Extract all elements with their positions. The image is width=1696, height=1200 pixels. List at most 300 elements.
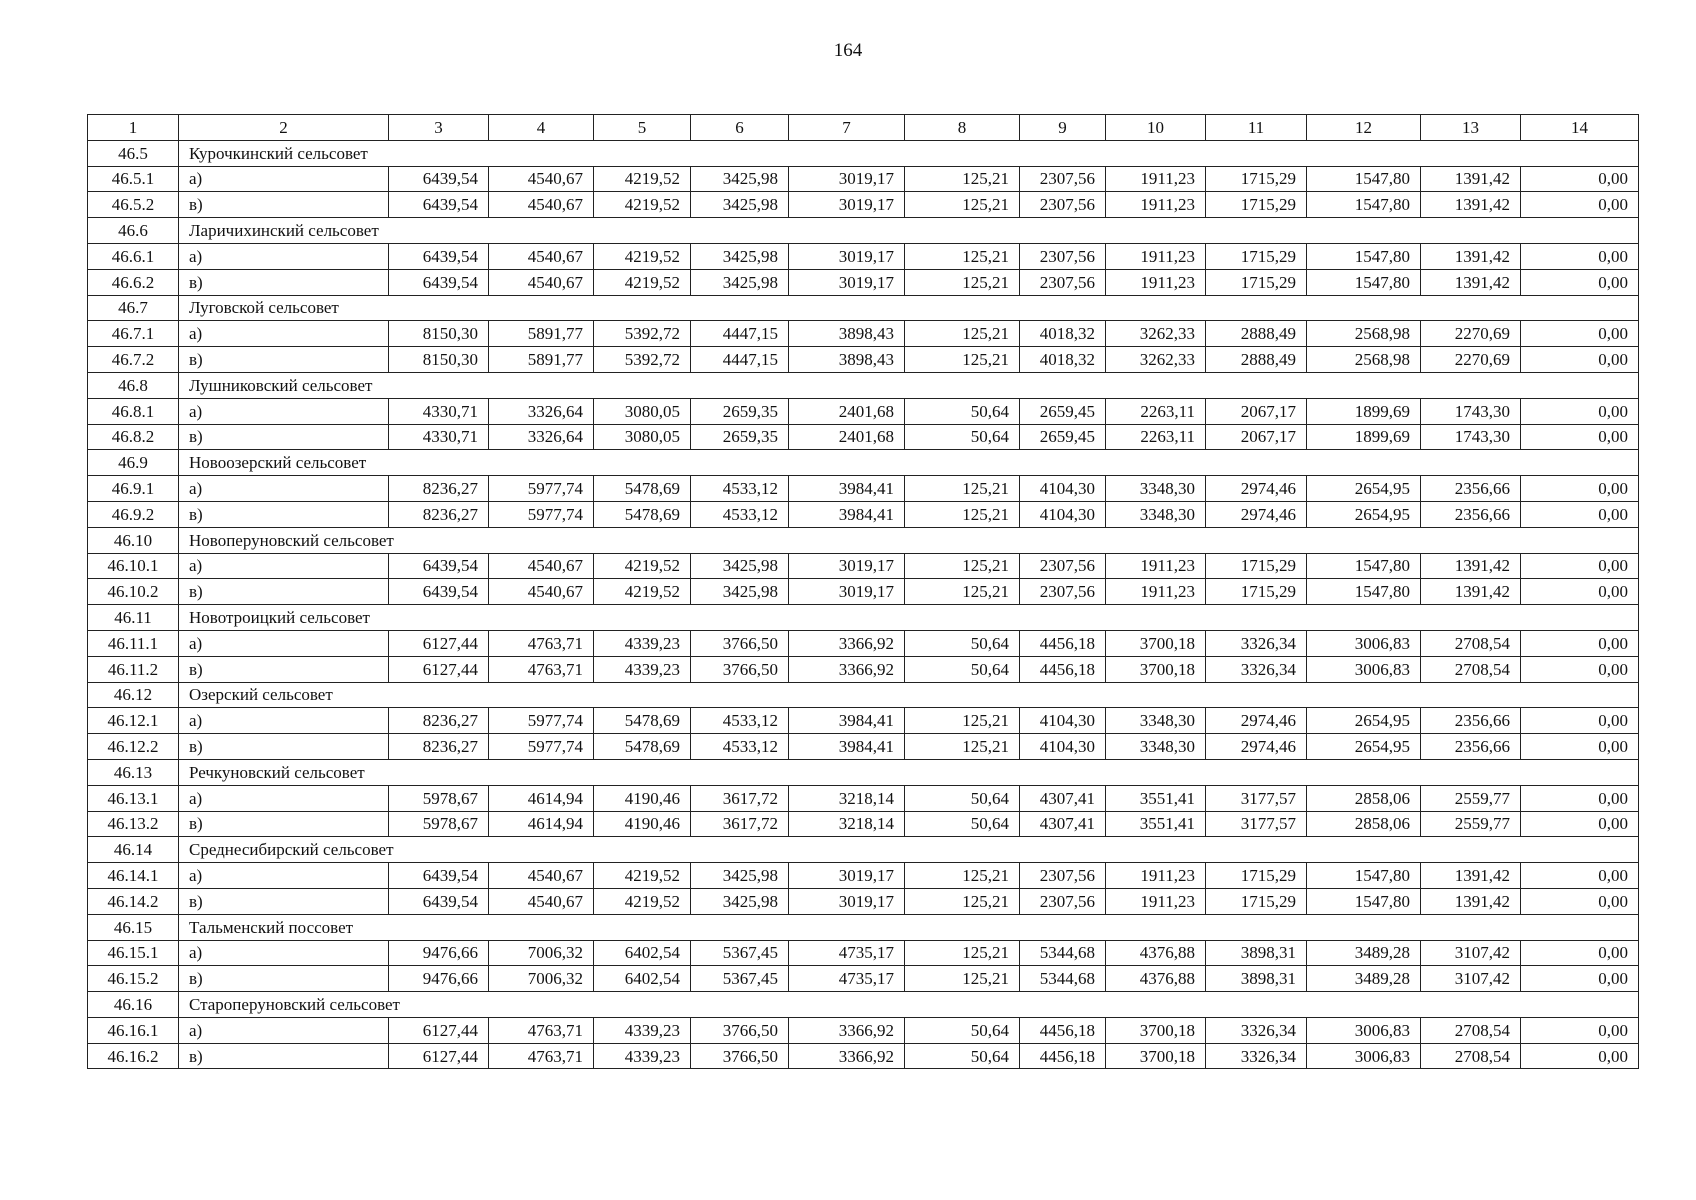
- value-cell: 1547,80: [1307, 888, 1421, 914]
- row-label: а): [179, 785, 389, 811]
- value-cell: 4104,30: [1020, 501, 1106, 527]
- value-cell: 2654,95: [1307, 476, 1421, 502]
- value-cell: 3766,50: [691, 1017, 789, 1043]
- value-cell: 4339,23: [594, 656, 691, 682]
- row-label: а): [179, 863, 389, 889]
- value-cell: 3348,30: [1106, 476, 1206, 502]
- value-cell: 3348,30: [1106, 734, 1206, 760]
- value-cell: 3177,57: [1206, 785, 1307, 811]
- section-name: Речкуновский сельсовет: [179, 759, 1639, 785]
- value-cell: 1391,42: [1421, 243, 1521, 269]
- value-cell: 125,21: [905, 243, 1020, 269]
- value-cell: 7006,32: [489, 940, 594, 966]
- table-row: [88, 243, 1639, 269]
- value-cell: 2654,95: [1307, 501, 1421, 527]
- value-cell: 3425,98: [691, 243, 789, 269]
- value-cell: 7006,32: [489, 966, 594, 992]
- value-cell: 2559,77: [1421, 785, 1521, 811]
- value-cell: 4219,52: [594, 166, 691, 192]
- section-row: [88, 759, 1639, 785]
- value-cell: 4540,67: [489, 579, 594, 605]
- value-cell: 5367,45: [691, 966, 789, 992]
- value-cell: 2974,46: [1206, 476, 1307, 502]
- table-row: [88, 888, 1639, 914]
- value-cell: 4533,12: [691, 708, 789, 734]
- value-cell: 1715,29: [1206, 192, 1307, 218]
- value-cell: 1715,29: [1206, 243, 1307, 269]
- value-cell: 5977,74: [489, 708, 594, 734]
- row-label: а): [179, 708, 389, 734]
- row-label: а): [179, 630, 389, 656]
- value-cell: 4376,88: [1106, 940, 1206, 966]
- value-cell: 3006,83: [1307, 1043, 1421, 1069]
- value-cell: 5392,72: [594, 347, 691, 373]
- value-cell: 1715,29: [1206, 888, 1307, 914]
- value-cell: 3700,18: [1106, 630, 1206, 656]
- value-cell: 6439,54: [389, 192, 489, 218]
- value-cell: 3326,64: [489, 424, 594, 450]
- value-cell: 1715,29: [1206, 269, 1307, 295]
- value-cell: 0,00: [1521, 398, 1639, 424]
- value-cell: 50,64: [905, 656, 1020, 682]
- value-cell: 6439,54: [389, 863, 489, 889]
- value-cell: 8236,27: [389, 734, 489, 760]
- value-cell: 1391,42: [1421, 579, 1521, 605]
- value-cell: 0,00: [1521, 863, 1639, 889]
- value-cell: 2307,56: [1020, 553, 1106, 579]
- value-cell: 3425,98: [691, 888, 789, 914]
- value-cell: 2067,17: [1206, 424, 1307, 450]
- row-code: 46.6.1: [88, 243, 179, 269]
- row-label: а): [179, 321, 389, 347]
- value-cell: 2307,56: [1020, 166, 1106, 192]
- value-cell: 0,00: [1521, 424, 1639, 450]
- value-cell: 5478,69: [594, 476, 691, 502]
- value-cell: 125,21: [905, 579, 1020, 605]
- value-cell: 3425,98: [691, 192, 789, 218]
- value-cell: 1391,42: [1421, 166, 1521, 192]
- row-code: 46.13.1: [88, 785, 179, 811]
- value-cell: 3984,41: [789, 501, 905, 527]
- value-cell: 4763,71: [489, 1017, 594, 1043]
- value-cell: 4540,67: [489, 553, 594, 579]
- row-label: в): [179, 888, 389, 914]
- value-cell: 2307,56: [1020, 243, 1106, 269]
- row-label: в): [179, 1043, 389, 1069]
- row-label: в): [179, 192, 389, 218]
- value-cell: 4190,46: [594, 811, 691, 837]
- value-cell: 1715,29: [1206, 553, 1307, 579]
- value-cell: 4190,46: [594, 785, 691, 811]
- column-header: 10: [1106, 115, 1206, 141]
- table-row: [88, 811, 1639, 837]
- value-cell: 3425,98: [691, 269, 789, 295]
- column-header: 1: [88, 115, 179, 141]
- value-cell: 125,21: [905, 192, 1020, 218]
- section-name: Лушниковский сельсовет: [179, 372, 1639, 398]
- value-cell: 4219,52: [594, 888, 691, 914]
- value-cell: 1715,29: [1206, 863, 1307, 889]
- value-cell: 1391,42: [1421, 863, 1521, 889]
- value-cell: 3019,17: [789, 863, 905, 889]
- value-cell: 3551,41: [1106, 785, 1206, 811]
- value-cell: 3019,17: [789, 269, 905, 295]
- value-cell: 3006,83: [1307, 1017, 1421, 1043]
- value-cell: 4219,52: [594, 269, 691, 295]
- section-name: Новотроицкий сельсовет: [179, 605, 1639, 631]
- value-cell: 3326,34: [1206, 656, 1307, 682]
- value-cell: 3425,98: [691, 166, 789, 192]
- row-code: 46.11.2: [88, 656, 179, 682]
- value-cell: 6127,44: [389, 656, 489, 682]
- section-code: 46.9: [88, 450, 179, 476]
- row-label: в): [179, 501, 389, 527]
- value-cell: 2568,98: [1307, 347, 1421, 373]
- value-cell: 3006,83: [1307, 656, 1421, 682]
- value-cell: 5891,77: [489, 321, 594, 347]
- value-cell: 2888,49: [1206, 347, 1307, 373]
- value-cell: 3348,30: [1106, 501, 1206, 527]
- column-header: 11: [1206, 115, 1307, 141]
- value-cell: 2708,54: [1421, 630, 1521, 656]
- value-cell: 0,00: [1521, 476, 1639, 502]
- value-cell: 5367,45: [691, 940, 789, 966]
- value-cell: 4533,12: [691, 476, 789, 502]
- value-cell: 125,21: [905, 888, 1020, 914]
- value-cell: 5977,74: [489, 501, 594, 527]
- section-row: [88, 140, 1639, 166]
- value-cell: 6439,54: [389, 579, 489, 605]
- value-cell: 4456,18: [1020, 1043, 1106, 1069]
- value-cell: 3766,50: [691, 1043, 789, 1069]
- value-cell: 3700,18: [1106, 1043, 1206, 1069]
- value-cell: 2858,06: [1307, 811, 1421, 837]
- value-cell: 4018,32: [1020, 321, 1106, 347]
- section-code: 46.8: [88, 372, 179, 398]
- value-cell: 4540,67: [489, 192, 594, 218]
- table-row: [88, 192, 1639, 218]
- value-cell: 1547,80: [1307, 553, 1421, 579]
- value-cell: 4330,71: [389, 398, 489, 424]
- section-code: 46.13: [88, 759, 179, 785]
- value-cell: 8150,30: [389, 347, 489, 373]
- value-cell: 0,00: [1521, 966, 1639, 992]
- section-code: 46.5: [88, 140, 179, 166]
- row-code: 46.5.2: [88, 192, 179, 218]
- value-cell: 3107,42: [1421, 966, 1521, 992]
- value-cell: 2654,95: [1307, 734, 1421, 760]
- table-body: [88, 115, 1639, 1069]
- value-cell: 125,21: [905, 863, 1020, 889]
- value-cell: 3489,28: [1307, 940, 1421, 966]
- section-code: 46.12: [88, 682, 179, 708]
- value-cell: 1547,80: [1307, 243, 1421, 269]
- row-label: а): [179, 166, 389, 192]
- value-cell: 4447,15: [691, 321, 789, 347]
- value-cell: 6402,54: [594, 940, 691, 966]
- value-cell: 4540,67: [489, 166, 594, 192]
- value-cell: 2307,56: [1020, 863, 1106, 889]
- value-cell: 3019,17: [789, 553, 905, 579]
- section-row: [88, 218, 1639, 244]
- value-cell: 4533,12: [691, 734, 789, 760]
- value-cell: 4219,52: [594, 863, 691, 889]
- value-cell: 3262,33: [1106, 321, 1206, 347]
- section-row: [88, 992, 1639, 1018]
- row-code: 46.12.1: [88, 708, 179, 734]
- value-cell: 3898,43: [789, 347, 905, 373]
- row-label: в): [179, 811, 389, 837]
- section-name: Ларичихинский сельсовет: [179, 218, 1639, 244]
- value-cell: 2356,66: [1421, 476, 1521, 502]
- column-header: 12: [1307, 115, 1421, 141]
- section-code: 46.10: [88, 527, 179, 553]
- value-cell: 5392,72: [594, 321, 691, 347]
- value-cell: 2401,68: [789, 398, 905, 424]
- section-code: 46.16: [88, 992, 179, 1018]
- table-row: [88, 501, 1639, 527]
- value-cell: 1391,42: [1421, 269, 1521, 295]
- value-cell: 2356,66: [1421, 734, 1521, 760]
- column-header: 9: [1020, 115, 1106, 141]
- value-cell: 2067,17: [1206, 398, 1307, 424]
- value-cell: 0,00: [1521, 888, 1639, 914]
- value-cell: 1911,23: [1106, 553, 1206, 579]
- value-cell: 1547,80: [1307, 192, 1421, 218]
- row-label: а): [179, 243, 389, 269]
- row-code: 46.10.1: [88, 553, 179, 579]
- row-code: 46.11.1: [88, 630, 179, 656]
- section-name: Новоозерский сельсовет: [179, 450, 1639, 476]
- value-cell: 4763,71: [489, 630, 594, 656]
- row-code: 46.15.1: [88, 940, 179, 966]
- row-label: в): [179, 347, 389, 373]
- row-code: 46.14.1: [88, 863, 179, 889]
- value-cell: 5978,67: [389, 811, 489, 837]
- value-cell: 3700,18: [1106, 1017, 1206, 1043]
- value-cell: 0,00: [1521, 785, 1639, 811]
- value-cell: 1911,23: [1106, 243, 1206, 269]
- value-cell: 2356,66: [1421, 501, 1521, 527]
- row-code: 46.15.2: [88, 966, 179, 992]
- value-cell: 3326,64: [489, 398, 594, 424]
- value-cell: 8150,30: [389, 321, 489, 347]
- value-cell: 2307,56: [1020, 579, 1106, 605]
- value-cell: 3080,05: [594, 398, 691, 424]
- value-cell: 2307,56: [1020, 888, 1106, 914]
- column-header: 2: [179, 115, 389, 141]
- value-cell: 2568,98: [1307, 321, 1421, 347]
- value-cell: 1547,80: [1307, 269, 1421, 295]
- value-cell: 4307,41: [1020, 785, 1106, 811]
- table-row: [88, 863, 1639, 889]
- value-cell: 3898,31: [1206, 966, 1307, 992]
- value-cell: 6439,54: [389, 166, 489, 192]
- value-cell: 2659,45: [1020, 398, 1106, 424]
- value-cell: 2659,35: [691, 398, 789, 424]
- value-cell: 4540,67: [489, 888, 594, 914]
- value-cell: 8236,27: [389, 501, 489, 527]
- value-cell: 3489,28: [1307, 966, 1421, 992]
- value-cell: 4763,71: [489, 656, 594, 682]
- table-row: [88, 579, 1639, 605]
- value-cell: 4735,17: [789, 940, 905, 966]
- value-cell: 2659,35: [691, 424, 789, 450]
- value-cell: 0,00: [1521, 579, 1639, 605]
- row-code: 46.8.2: [88, 424, 179, 450]
- table-row: [88, 553, 1639, 579]
- value-cell: 125,21: [905, 708, 1020, 734]
- value-cell: 3218,14: [789, 785, 905, 811]
- tariff-table: [87, 114, 1639, 1069]
- value-cell: 0,00: [1521, 656, 1639, 682]
- section-code: 46.6: [88, 218, 179, 244]
- value-cell: 3218,14: [789, 811, 905, 837]
- value-cell: 1547,80: [1307, 579, 1421, 605]
- value-cell: 4456,18: [1020, 630, 1106, 656]
- table-row: [88, 630, 1639, 656]
- value-cell: 6127,44: [389, 1017, 489, 1043]
- value-cell: 3551,41: [1106, 811, 1206, 837]
- value-cell: 5977,74: [489, 476, 594, 502]
- value-cell: 125,21: [905, 734, 1020, 760]
- value-cell: 4447,15: [691, 347, 789, 373]
- value-cell: 4540,67: [489, 243, 594, 269]
- table-row: [88, 785, 1639, 811]
- value-cell: 50,64: [905, 1043, 1020, 1069]
- value-cell: 3326,34: [1206, 630, 1307, 656]
- value-cell: 125,21: [905, 553, 1020, 579]
- value-cell: 0,00: [1521, 734, 1639, 760]
- row-code: 46.9.1: [88, 476, 179, 502]
- column-header: 7: [789, 115, 905, 141]
- table-row: [88, 1043, 1639, 1069]
- table-row: [88, 347, 1639, 373]
- value-cell: 4533,12: [691, 501, 789, 527]
- row-code: 46.6.2: [88, 269, 179, 295]
- value-cell: 5977,74: [489, 734, 594, 760]
- row-label: а): [179, 398, 389, 424]
- value-cell: 4219,52: [594, 553, 691, 579]
- value-cell: 3366,92: [789, 1043, 905, 1069]
- value-cell: 3766,50: [691, 656, 789, 682]
- table-row: [88, 734, 1639, 760]
- value-cell: 50,64: [905, 424, 1020, 450]
- value-cell: 0,00: [1521, 708, 1639, 734]
- value-cell: 1743,30: [1421, 424, 1521, 450]
- table-row: [88, 966, 1639, 992]
- value-cell: 3898,31: [1206, 940, 1307, 966]
- column-header: 8: [905, 115, 1020, 141]
- value-cell: 3019,17: [789, 579, 905, 605]
- value-cell: 6402,54: [594, 966, 691, 992]
- value-cell: 6439,54: [389, 888, 489, 914]
- value-cell: 0,00: [1521, 501, 1639, 527]
- value-cell: 3984,41: [789, 708, 905, 734]
- value-cell: 3107,42: [1421, 940, 1521, 966]
- row-label: в): [179, 424, 389, 450]
- value-cell: 3700,18: [1106, 656, 1206, 682]
- value-cell: 3617,72: [691, 785, 789, 811]
- value-cell: 5344,68: [1020, 966, 1106, 992]
- section-name: Среднесибирский сельсовет: [179, 837, 1639, 863]
- row-code: 46.9.2: [88, 501, 179, 527]
- value-cell: 3984,41: [789, 476, 905, 502]
- section-row: [88, 295, 1639, 321]
- column-header: 14: [1521, 115, 1639, 141]
- value-cell: 2974,46: [1206, 501, 1307, 527]
- value-cell: 4735,17: [789, 966, 905, 992]
- section-row: [88, 605, 1639, 631]
- row-code: 46.16.2: [88, 1043, 179, 1069]
- table-row: [88, 424, 1639, 450]
- section-code: 46.14: [88, 837, 179, 863]
- value-cell: 4456,18: [1020, 656, 1106, 682]
- value-cell: 3366,92: [789, 656, 905, 682]
- value-cell: 2263,11: [1106, 398, 1206, 424]
- value-cell: 3425,98: [691, 579, 789, 605]
- column-header-row: [88, 115, 1639, 141]
- value-cell: 3366,92: [789, 630, 905, 656]
- value-cell: 50,64: [905, 630, 1020, 656]
- value-cell: 3898,43: [789, 321, 905, 347]
- value-cell: 0,00: [1521, 192, 1639, 218]
- value-cell: 125,21: [905, 940, 1020, 966]
- value-cell: 0,00: [1521, 1043, 1639, 1069]
- value-cell: 2708,54: [1421, 656, 1521, 682]
- value-cell: 4104,30: [1020, 734, 1106, 760]
- value-cell: 4018,32: [1020, 347, 1106, 373]
- value-cell: 1899,69: [1307, 424, 1421, 450]
- value-cell: 6439,54: [389, 553, 489, 579]
- value-cell: 1391,42: [1421, 192, 1521, 218]
- row-label: а): [179, 476, 389, 502]
- row-label: а): [179, 940, 389, 966]
- value-cell: 3019,17: [789, 166, 905, 192]
- value-cell: 125,21: [905, 501, 1020, 527]
- value-cell: 2659,45: [1020, 424, 1106, 450]
- value-cell: 1911,23: [1106, 579, 1206, 605]
- value-cell: 4307,41: [1020, 811, 1106, 837]
- section-name: Курочкинский сельсовет: [179, 140, 1639, 166]
- value-cell: 3019,17: [789, 243, 905, 269]
- value-cell: 50,64: [905, 398, 1020, 424]
- value-cell: 50,64: [905, 785, 1020, 811]
- value-cell: 4330,71: [389, 424, 489, 450]
- value-cell: 3006,83: [1307, 630, 1421, 656]
- section-row: [88, 837, 1639, 863]
- row-code: 46.7.2: [88, 347, 179, 373]
- value-cell: 2270,69: [1421, 347, 1521, 373]
- row-label: а): [179, 1017, 389, 1043]
- value-cell: 9476,66: [389, 940, 489, 966]
- value-cell: 1547,80: [1307, 166, 1421, 192]
- value-cell: 4376,88: [1106, 966, 1206, 992]
- value-cell: 4219,52: [594, 579, 691, 605]
- value-cell: 0,00: [1521, 347, 1639, 373]
- value-cell: 3326,34: [1206, 1017, 1307, 1043]
- value-cell: 3425,98: [691, 553, 789, 579]
- value-cell: 50,64: [905, 811, 1020, 837]
- section-row: [88, 527, 1639, 553]
- row-code: 46.10.2: [88, 579, 179, 605]
- value-cell: 3080,05: [594, 424, 691, 450]
- value-cell: 2708,54: [1421, 1043, 1521, 1069]
- value-cell: 2708,54: [1421, 1017, 1521, 1043]
- column-header: 5: [594, 115, 691, 141]
- value-cell: 1715,29: [1206, 579, 1307, 605]
- value-cell: 0,00: [1521, 166, 1639, 192]
